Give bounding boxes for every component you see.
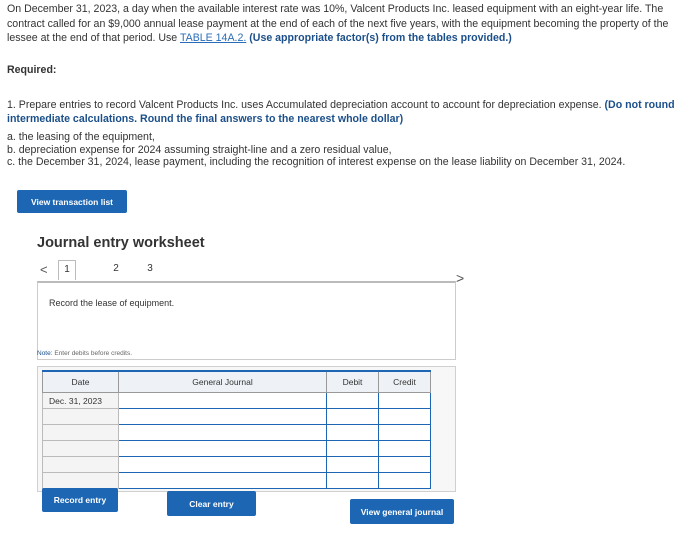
debit-input[interactable] (327, 425, 379, 441)
instruction-panel (37, 281, 456, 360)
part-c: c. the December 31, 2024, lease payment, including the recognition of interest expense on the lease liability on December 31, 2024. (7, 156, 626, 168)
chevron-left-icon[interactable]: < (40, 262, 48, 277)
date-cell (43, 441, 119, 457)
credit-input[interactable] (379, 409, 431, 425)
view-general-journal-button[interactable]: View general journal (350, 499, 454, 524)
account-input[interactable] (119, 457, 327, 473)
column-header-general-journal: General Journal (119, 371, 327, 393)
column-header-date: Date (43, 371, 119, 393)
debit-input[interactable] (327, 409, 379, 425)
note-text: Enter debits before credits. (52, 350, 133, 357)
account-input[interactable] (119, 409, 327, 425)
credit-input[interactable] (379, 457, 431, 473)
journal-table (42, 370, 431, 489)
debit-input[interactable] (327, 393, 379, 409)
debit-input[interactable] (327, 473, 379, 489)
column-header-credit: Credit (379, 371, 431, 393)
problem-intro (7, 2, 695, 46)
debit-input[interactable] (327, 457, 379, 473)
intro-emphasis: (Use appropriate factor(s) from the tables provided.) (249, 32, 512, 44)
worksheet-tabs (40, 262, 460, 280)
tab-2[interactable]: 2 (113, 263, 119, 274)
account-input[interactable] (119, 441, 327, 457)
question-1-emphasis: (Do not round intermediate calculations. Round the final answers to the nearest whole dollar) (7, 99, 675, 125)
clear-entry-button[interactable]: Clear entry (167, 491, 256, 516)
credit-input[interactable] (379, 441, 431, 457)
table-row (43, 409, 431, 425)
question-1-text: 1. Prepare entries to record Valcent Products Inc. uses Accumulated depreciation account to account for depreciation expense. (7, 99, 605, 111)
date-cell (43, 457, 119, 473)
date-cell: Dec. 31, 2023 (43, 393, 119, 409)
credit-input[interactable] (379, 393, 431, 409)
table-row (43, 393, 431, 409)
instruction-text: Record the lease of equipment. (49, 298, 175, 308)
column-header-debit: Debit (327, 371, 379, 393)
account-input[interactable] (119, 393, 327, 409)
credit-input[interactable] (379, 425, 431, 441)
account-input[interactable] (119, 425, 327, 441)
required-label: Required: (7, 64, 57, 76)
chevron-right-icon[interactable]: > (456, 270, 465, 286)
part-b: b. depreciation expense for 2024 assuming straight-line and a zero residual value, (7, 143, 392, 156)
question-1 (7, 99, 697, 126)
debit-input[interactable] (327, 441, 379, 457)
record-entry-button[interactable]: Record entry (42, 488, 118, 512)
table-14a2-link[interactable]: TABLE 14A.2. (179, 32, 247, 44)
account-input[interactable] (119, 473, 327, 489)
credit-input[interactable] (379, 473, 431, 489)
view-transaction-list-button[interactable]: View transaction list (17, 190, 127, 213)
intro-text: On December 31, 2023, a day when the available interest rate was 10%, Valcent Products Inc. leased equipment with an eight-year life. The contract called for an $9,000 annual lease payment at the end of each of the next five years, with the equipment becoming the property of the lessee at the end of that period. Use (7, 3, 669, 44)
question-parts (7, 131, 625, 169)
tab-1[interactable]: 1 (58, 260, 76, 280)
worksheet-title: Journal entry worksheet (37, 235, 205, 251)
note (37, 350, 132, 357)
date-cell (43, 473, 119, 489)
table-row (43, 425, 431, 441)
part-a: a. the leasing of the equipment, (7, 131, 155, 143)
table-row (43, 473, 431, 489)
date-cell (43, 409, 119, 425)
table-row (43, 457, 431, 473)
table-row (43, 441, 431, 457)
tab-3[interactable]: 3 (147, 263, 153, 274)
date-cell (43, 425, 119, 441)
note-label: Note: (37, 350, 53, 357)
